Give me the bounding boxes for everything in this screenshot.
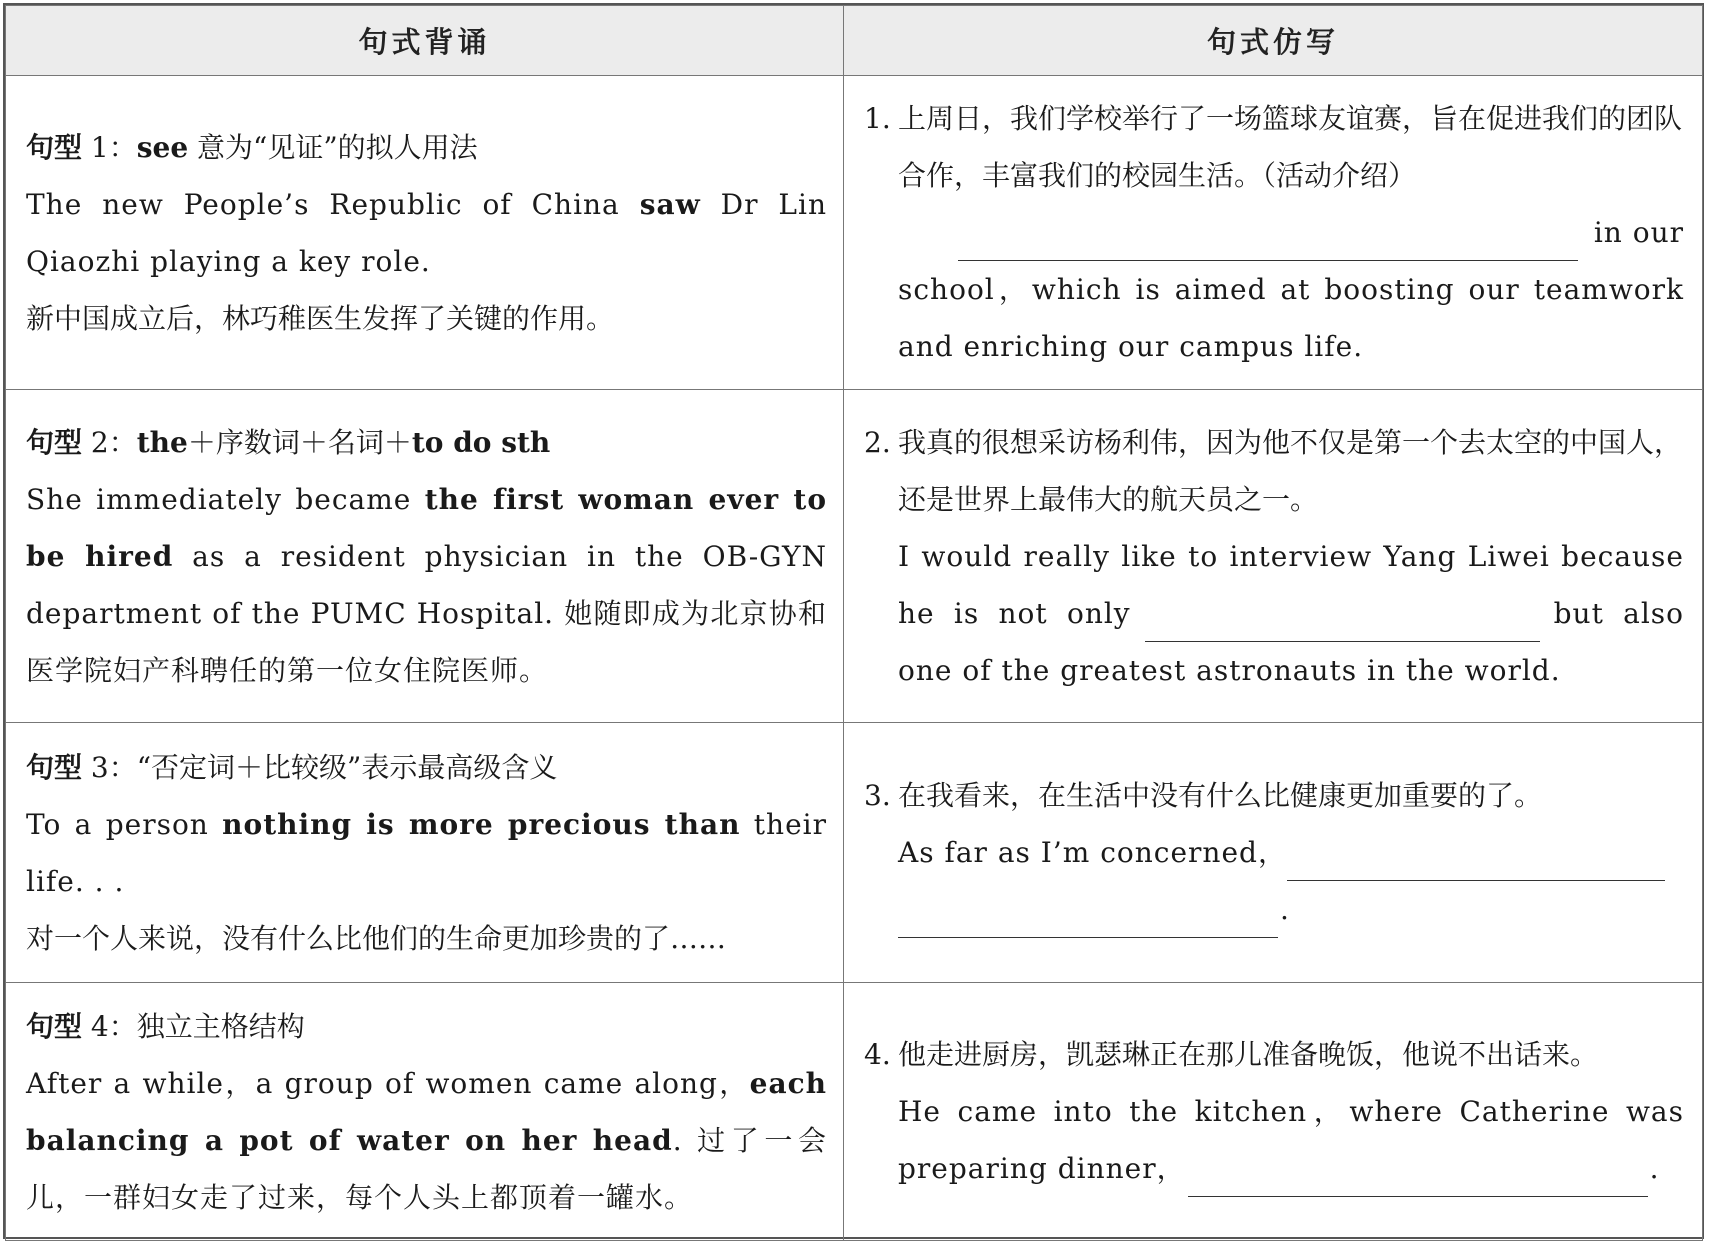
exercise-2-prompt: 我真的很想采访杨利伟，因为他不仅是第一个去太空的中国人，还是世界上最伟大的航天员之一。: [898, 425, 1683, 516]
exercise-1-cell: [844, 76, 1703, 390]
exercise-4-answer: He came into the kitchen，where Catherine was preparing dinner， .: [898, 1083, 1684, 1197]
exercise-1-line1: in our: [898, 204, 1684, 261]
exercise-3-blank-2[interactable]: [898, 899, 1278, 938]
pattern-4-cell: [6, 983, 844, 1241]
exercise-4-cell: [844, 983, 1703, 1241]
exercise-2-answer: I would really like to interview Yang Liwei because he is not only but also one of the greatest astronauts in the world.: [898, 539, 1685, 687]
exercise-4-prompt: 他走进厨房，凯瑟琳正在那儿准备晚饭，他说不出话来。: [898, 1038, 1599, 1071]
pattern-2-title: 句型 2：the＋序数词＋名词＋to do sth: [26, 425, 551, 459]
pattern-1-example-en: The new People’s Republic of China saw Dr Lin Qiaozhi playing a key role.: [26, 187, 827, 278]
exercise-3-blank-1[interactable]: [1287, 842, 1665, 881]
exercise-1-prompt: 上周日，我们学校举行了一场篮球友谊赛，旨在促进我们的团队合作，丰富我们的校园生活。（活动介绍）: [898, 102, 1683, 192]
exercise-1-blank[interactable]: [958, 222, 1578, 261]
exercise-2: 2. 我真的很想采访杨利伟，因为他不仅是第一个去太空的中国人，还是世界上最伟大的航天员之一。 I would really like to interview Yang Liwei because he is not only but also one of the greatest astronauts in the world.: [864, 414, 1684, 699]
exercise-3: 3. 在我看来，在生活中没有什么比健康更加重要的了。 As far as I’m concerned， .: [864, 767, 1684, 938]
pattern-1-cell: [6, 76, 844, 390]
exercise-4: 4. 他走进厨房，凯瑟琳正在那儿准备晚饭，他说不出话来。 He came into the kitchen，where Catherine was preparing dinner， .: [864, 1026, 1684, 1197]
exercise-3-prompt: 在我看来，在生活中没有什么比健康更加重要的了。: [898, 779, 1543, 812]
exercise-3-line2: .: [898, 881, 1684, 938]
exercise-3-cell: [844, 723, 1703, 983]
pattern-4-example: After a while，a group of women came along，each balancing a pot of water on her head. 过了一会儿，一群妇女走了过来，每个人头上都顶着一罐水。: [26, 1066, 827, 1214]
pattern-3-title: 句型 3：“否定词＋比较级”表示最高级含义: [26, 750, 558, 784]
exercise-2-cell: [844, 390, 1703, 723]
exercise-4-blank[interactable]: [1188, 1158, 1648, 1197]
pattern-3-example-en: To a person nothing is more precious than their life. . .: [26, 807, 827, 898]
exercise-3-line1: As far as I’m concerned，: [898, 824, 1684, 881]
pattern-2-cell: [6, 390, 844, 723]
pattern-1-example-cn: 新中国成立后，林巧稚医生发挥了关键的作用。: [26, 301, 615, 335]
pattern-1-title: 句型 1：see 意为“见证”的拟人用法: [26, 130, 478, 164]
pattern-3-cell: [6, 723, 844, 983]
sentence-pattern-table: [3, 3, 1704, 1239]
exercise-1-tail: school，which is aimed at boosting our teamwork and enriching our campus life.: [898, 273, 1684, 363]
header-recite: 句式背诵: [6, 6, 844, 76]
pattern-4-title: 句型 4：独立主格结构: [26, 1009, 305, 1043]
pattern-2-example: She immediately became the first woman ever to be hired as a resident physician in the OB-GYN department of the PUMC Hospital. 她随即成为北京协和医学院妇产科聘任的第一位女住院医师。: [26, 482, 828, 687]
header-imitate: 句式仿写: [844, 6, 1703, 76]
exercise-2-blank[interactable]: [1145, 603, 1540, 642]
pattern-3-example-cn: 对一个人来说，没有什么比他们的生命更加珍贵的了……: [26, 921, 727, 955]
exercise-1: 1. 上周日，我们学校举行了一场篮球友谊赛，旨在促进我们的团队合作，丰富我们的校园生活。（活动介绍） in our school，which is aimed at boosting our teamwork and enriching our campus life.: [864, 90, 1684, 375]
